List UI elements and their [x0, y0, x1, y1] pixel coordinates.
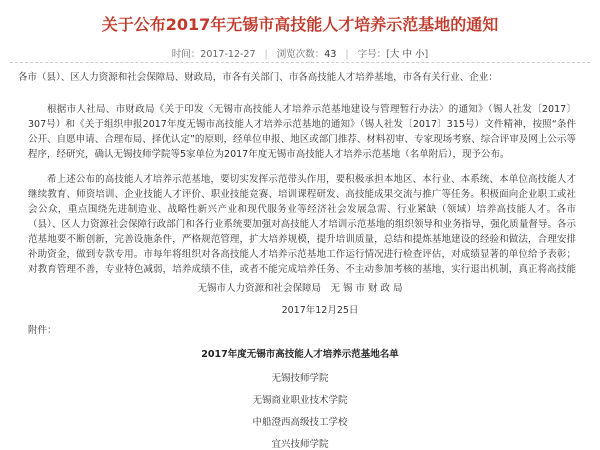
issue-date: 2017年12月25日	[281, 305, 359, 316]
font-large-button[interactable]: 大	[389, 49, 400, 60]
signature: 无锡市人力资源和社会保障局 无 锡 市 财 政 局	[197, 283, 403, 294]
views-label: 浏览次数：	[276, 49, 325, 60]
meta-divider: |	[345, 49, 349, 60]
time-label: 时间：	[171, 49, 201, 60]
article-meta	[0, 46, 600, 60]
attachment-label: 附件：	[28, 325, 57, 336]
header-divider	[10, 62, 590, 63]
time-value: 2017-12-27	[200, 49, 256, 60]
font-small-button[interactable]: 小	[414, 49, 425, 60]
paragraph-1: 根据市人社局、市财政局《关于印发〈无锡市高技能人才培养示范基地建设与管理暂行办法〉的通知》（锡人社发〔2017〕307号）和《关于组织申报2017年度无锡市高技能人才培养示范基地的通知》（锡人社发〔2017〕315号）文件精神，按照“条件公开、自愿申请、合理布局、择优认定”的原则，经单位申报、地区或部门推荐、材料初审、专家现场考察、综合评审及网上公示等程序，经研究，确认无锡技师学院等5家单位为2017年度无锡市高技能人才培养示范基地（名单附后），现予公布。	[28, 104, 576, 160]
font-size-close: ]	[424, 49, 429, 60]
font-medium-button[interactable]: 中	[402, 49, 412, 60]
addressee: 各市（县）、区人力资源和社会保障局、财政局，市各有关部门、市各高技能人才培养基地，市各有关行业、企业：	[18, 72, 498, 83]
paragraph-2: 希上述公布的高技能人才培养示范基地，要切实发挥示范带头作用，要积极承担本地区、本行业、本系统、本单位高技能人才继续教育、师资培训、企业技能人才评价、职业技能竞赛、培训课程研发、高技能成果交流与推广等任务。积极面向企业职工或社会公众，重点围绕先进制造业、战略性新兴产业和现代服务业等经济社会发展急需、行业紧缺（领域）培养高技能人才。各市（县）、区人力资源社会保障行政部门和各行业系统要加强对高技能人才培训示范基地的组织领导和业务指导，强化质量督导。各示范基地要不断创新，完善设施条件，严格规范管理，扩大培养规模，提升培训质量，总结和提炼基地建设的经验和做法，合理安排补助资金，做到专款专用。市每年将组织对各高技能人才培养示范基地工作运行情况进行检查评估，对成绩显著的单位给予表彰；对教育管理不善，专业特色减弱，培养成绩不佳，或者不能完成培养任务、不主动参加考核的基地，实行退出机制，真正将高技能	[28, 174, 576, 275]
views-count: 43	[324, 49, 337, 60]
font-size-open: [	[386, 49, 390, 60]
list-item: 宜兴技师学院	[271, 439, 329, 450]
font-size-label: 字号：	[357, 49, 387, 60]
list-item: 无锡商业职业技术学院	[252, 395, 348, 406]
list-item: 中船澄西高级技工学校	[252, 417, 348, 428]
meta-divider: |	[264, 49, 268, 60]
article-title: 关于公布2017年无锡市高技能人才培养示范基地的通知	[101, 15, 499, 34]
list-item: 无锡技师学院	[271, 373, 329, 384]
list-title: 2017年度无锡市高技能人才培养示范基地名单	[201, 349, 399, 360]
